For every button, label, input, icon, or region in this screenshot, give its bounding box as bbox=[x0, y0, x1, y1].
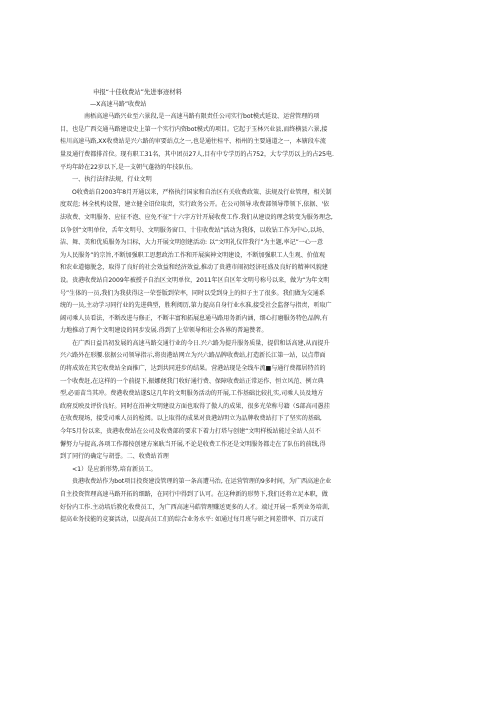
paragraph-line: 一个收费赶,在这样的一个前提下,振娜便我门收好通行费、保障收费站正常运作、恒立风范、例立典 bbox=[60, 377, 324, 385]
paragraph-line: 贵港收费站作为bot项目投资建没管理的第一条高遭马治, 在运营管理的9多时间，为广西高速企业 bbox=[72, 478, 332, 486]
paragraph-line: 法收费、文明服务、应征不泡、应免不征”十六字方针开展收费工作.我们从建设的理念转变为服务理念, bbox=[60, 213, 333, 221]
paragraph-line: 在收费现场，接受司乘人员的检阅。以上取得的成果对贵港站明立为品牌收费站打下了坚实的基础, bbox=[60, 415, 322, 423]
paragraph-line: 为人民服务”的宗旨,不断加强职工思想政治工作和开展演神文明建设，不断加强职工人生观、价值观 bbox=[60, 251, 325, 259]
paragraph-line: 度双范; 林全机构设置，建立健全诏位取责，实行政务公开。在公司领导.收费部领导带领下,依据、'依 bbox=[60, 201, 330, 209]
document-subtitle: —X高速马路”收费站 bbox=[90, 100, 147, 108]
paragraph-line: 号”生体的一员,我们为我获得这一荣誉版到荣率，同时以受到身上的担子主了很多。我们做为交通系 bbox=[60, 289, 325, 297]
paragraph-line: 提高业务技能的竞赛活动，以提高员工们的综合业务水平: 如通过每月班与研之间差错率、百万或百 bbox=[60, 516, 324, 524]
paragraph-line: 到了同行的确定与胡誉。二、收费站首理 bbox=[60, 453, 169, 461]
document-title: 申报“十佳收费站”先进事迹材料 bbox=[93, 88, 182, 96]
paragraph-line: 以争创“文明单位，舌年文明号、文明服务窗口、十佳收费站”活动为我体，以收钻工作为中心,以场、 bbox=[60, 226, 328, 234]
paragraph-line: 桂川高速马路,XX收费站是兴六路的审要站点之一,也是通往桂平、梧州的主要通道之一，本辖段车流 bbox=[60, 138, 326, 146]
paragraph-line: 自主投资管理高速马路开拓的细路，在同行中得到了认可。在这种新的形势下,我们还将立足本职，做 bbox=[60, 491, 328, 498]
paragraph-line: 和农业道德脱念，取得了良好的社会效益和经济效益,推动了贵港市闹初经济旺盛及良好的精神风貌建 bbox=[60, 264, 328, 272]
paragraph-line: 的将成效在其它收费站全面推广，达到共同进步的结果。营港站现是全线车流■与通行费都居特首的 bbox=[60, 365, 326, 373]
paragraph-line: 型,必需苗当其冲。费港收费站遂S这几年的文明服务活动的开展,工作基础比较扎实,司乘人员及地方 bbox=[60, 390, 324, 398]
paragraph-line: 目，也是广西交通马路建设史上第一个实行内资bot模式的项目。它起于玉林兴业县,而终横县六景,接 bbox=[60, 125, 328, 133]
paragraph-line: 量及通行费都排首位。现有职工31名，其中团员27人,目有中专学历的占752，大专学历以上的占25电. bbox=[60, 150, 334, 158]
paragraph-line: 统的一员,主动学习同行业的先进典型，胜利阅历,第力提高自身行业水准,接受社会监督与指责，听取广 bbox=[60, 302, 332, 310]
paragraph-line: O收费站自2003年8月开通以来，严格执行国家和自治区有关收费政策、法规及行业管理，相关制 bbox=[72, 188, 332, 196]
paragraph-line: 洁、舞、美和优质服务为目标，大力开展文明创建活动: 以“文明礼仪伴我行”为主题,率记”一心一意 bbox=[60, 239, 323, 247]
section-subheading: <1）是应新形势,培育新员工。 bbox=[72, 465, 157, 473]
paragraph-line: 政府反映及评价良好。同时在沿神文明建设方面也取得了傲人的成果，很多光荣称号籍（S部高司愚挂 bbox=[60, 402, 330, 410]
paragraph-line: 力地推动了两个文明建设的同步发展.得到了上荤领导和社会各界的普遍赞者。 bbox=[60, 327, 268, 335]
paragraph-line: 阔司乘人员看法，不断改进与修正，不断丰富和拓展息通马路用务新内涵，细心打磨服务特色品牌,有 bbox=[60, 314, 328, 322]
paragraph-line: 平均年龄在22岁以下,是一支朝气蓬勃的年技队伍。 bbox=[60, 163, 197, 171]
section-heading: 一、执行法律法规，行业文明 bbox=[72, 176, 152, 184]
paragraph-line: 好份内工作.主动培后教化收费员工，为广西高速马皓管理赚送更多的人才。端过开展一系列业务培训, bbox=[60, 503, 330, 511]
paragraph-line: 兴六路外在形腰.依据公司领导指示,将贵港站网立为兴六路品牌收费站,打造新长江第一站，以点带面 bbox=[60, 352, 326, 360]
paragraph-line: 在广西日益昌初发展的高速马路交通行业的今日.兴六路为提升服务质量，提倡和话高建,从而提升 bbox=[72, 339, 330, 347]
paragraph-line: 南梧高速马路兴业至六景段,是一高速马路有限责任公司实行bot模式延设、运营管理的项 bbox=[84, 113, 320, 121]
document-body bbox=[60, 86, 441, 527]
paragraph-line: 懈努力与提高,各项工作都按创建方案耿当开展,不论是收费工作还是文明服务都走在了队伍的前线,得 bbox=[60, 440, 326, 448]
paragraph-line: 今年5月份以来，贵港收费站在公司及收费部的要求下着力打塔与创建“文明样板站能过全站人员不 bbox=[60, 428, 321, 436]
paragraph-line: 设。贵港收费站自2009年被授予自治区文明单位，2011年区自区年文明号称号以来，做为“为年文明 bbox=[60, 276, 330, 284]
